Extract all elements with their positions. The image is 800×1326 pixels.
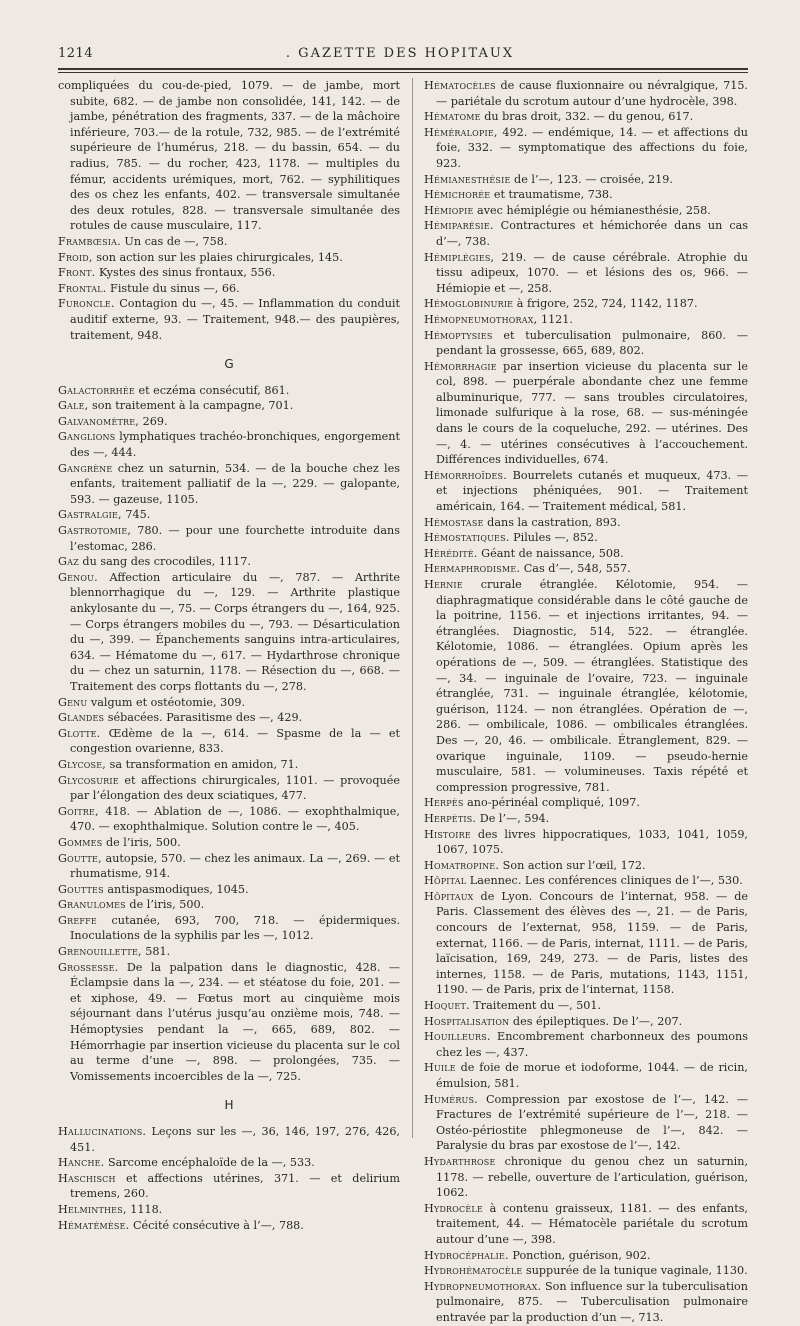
- entry-headword: Goitre,: [58, 804, 99, 818]
- entry-headword: Hydrocèle: [424, 1201, 483, 1215]
- index-entry-genu: [58, 695, 400, 711]
- entry-references: Compression par exostose de l’—, 142. — Fractures de l’extrémité supérieure de l’—, 218. — Ostéo-périostite phlegmoneuse de l’—, 842. — Paralysie du bras par exostose de l’—, 142.: [436, 1092, 748, 1153]
- entry-references: 269.: [139, 414, 168, 428]
- entry-references: Bourrelets cutanés et muqueux, 473. — et injections phéniquées, 901. — Traitement américain, 164. — Traitement médical, 581.: [436, 468, 748, 514]
- entry-headword: Houilleurs.: [424, 1030, 491, 1044]
- entry-references: Kystes des sinus frontaux, 556.: [95, 266, 276, 280]
- index-entry-hemostatiques: [424, 530, 748, 546]
- entry-references: Œdème de la —, 614. — Spasme de la — et congestion ovarienne, 833.: [70, 726, 400, 756]
- entry-headword: Hallucinations.: [58, 1125, 147, 1138]
- entry-headword: Gastralgie,: [58, 508, 122, 522]
- entry-headword: Hématome: [424, 110, 481, 124]
- entry-headword: Glycose,: [58, 757, 107, 771]
- entry-references: sébacées. Parasitisme des —, 429.: [104, 711, 303, 725]
- entry-headword: Hospitalisation: [424, 1014, 510, 1028]
- entry-headword: Hernie: [424, 578, 463, 591]
- entry-references: De la palpation dans le diagnostic, 428. — Éclampsie dans la —, 234. — et stéatose du foie, 201. — et xiphose, 49. — Fœtus mort au cinquième mois séjournant dans l’utérus jusqu’au onzième mois, 748. — Hémoptysies pendant la —, 665, 689, 802. — Hémorrhagie par insertion vicieuse du placenta sur le col au terme d’une —, 898. — prolongées, 735. — Vomissements incoercibles de la —, 725.: [70, 960, 400, 1083]
- right-column: [424, 78, 748, 1326]
- index-entry-furoncle: [58, 296, 400, 343]
- entry-headword: Hémianesthésie: [424, 172, 511, 186]
- index-entry-gouttes: [58, 882, 400, 898]
- header-rule-thin: [58, 72, 748, 73]
- entry-references: son action sur les plaies chirurgicales, 145.: [92, 250, 343, 264]
- index-entry-hemoptysies: [424, 328, 748, 359]
- index-entry-hematome: [424, 109, 748, 125]
- entry-headword: Hémostatiques.: [424, 531, 510, 545]
- entry-headword: Hémiopie: [424, 203, 474, 217]
- index-entry-hemianesthesie: [424, 172, 748, 188]
- entry-references: sa transformation en amidon, 71.: [106, 757, 299, 771]
- index-entry-humerus: [424, 1092, 748, 1154]
- index-entry-hemorrhagie: [424, 359, 748, 468]
- index-entry-hydrocephalie: [424, 1248, 748, 1264]
- entry-references: Contagion du —, 45. — Inflammation du conduit auditif externe, 93. — Traitement, 948.— des paupières, traitement, 948.: [70, 297, 400, 342]
- entry-headword: Galvanomètre,: [58, 414, 140, 428]
- entry-headword: Grossesse.: [58, 960, 119, 974]
- index-entry-hematemese: [58, 1218, 400, 1234]
- entry-headword: Gastrotomie,: [58, 524, 132, 538]
- entry-headword: Ganglions: [58, 430, 116, 444]
- index-entry-hemiparesie: [424, 218, 748, 249]
- index-entry-hemiplegies: [424, 250, 748, 297]
- index-entry-homatropine: [424, 858, 748, 874]
- entry-references: 1121.: [537, 312, 573, 326]
- index-entry-front: [58, 265, 400, 281]
- entry-references: De l’—, 594.: [476, 811, 550, 825]
- index-entry-hemiopie: [424, 203, 748, 219]
- entry-headword: Hémorrhoïdes.: [424, 468, 507, 482]
- entry-references: chez un saturnin, 534. — de la bouche chez les enfants, traitement palliatif de la —, 229. — galopante, 593. — gazeuse, 1105.: [70, 461, 400, 506]
- entry-headword: Gaz: [58, 555, 79, 569]
- index-entry-grenouillette: [58, 944, 400, 960]
- index-entry-goitre: [58, 804, 400, 835]
- index-entry-herpetis: [424, 811, 748, 827]
- entry-references: chronique du genou chez un saturnin, 1178. — rebelle, ouverture de l’articulation, guérison, 1062.: [436, 1154, 748, 1200]
- header-rule-thick: [58, 68, 748, 70]
- entry-references: des livres hippocratiques, 1033, 1041, 1059, 1067, 1075.: [436, 827, 748, 857]
- entry-references: ano-périnéal compliqué, 1097.: [463, 796, 640, 810]
- section-letter-h: H: [224, 1098, 234, 1113]
- entry-headword: Glandes: [58, 711, 105, 725]
- entry-headword: Granulomes: [58, 898, 126, 912]
- index-entry-hoquet: [424, 998, 748, 1014]
- entry-headword: Hémiplégies,: [424, 250, 495, 264]
- entry-headword: Hémichorée: [424, 188, 491, 202]
- entry-headword: Glycosurie: [58, 773, 119, 787]
- entry-headword: Hémoglobinurie: [424, 297, 514, 311]
- index-entry-hanche: [58, 1155, 400, 1171]
- index-entry-hemichoree: [424, 187, 748, 203]
- entry-headword: Hydrocéphalie.: [424, 1248, 509, 1262]
- index-entry-ganglions: [58, 429, 400, 460]
- entry-headword: Humérus.: [424, 1092, 478, 1106]
- entry-references: Cécité consécutive à l’—, 788.: [129, 1218, 304, 1232]
- entry-references: Son action sur l’œil, 172.: [499, 858, 646, 872]
- index-entry-hydropneumothorax: [424, 1279, 748, 1326]
- index-entry-goutte: [58, 851, 400, 882]
- entry-headword: Galactorrhée: [58, 383, 135, 397]
- entry-references: et eczéma consécutif, 861.: [134, 383, 290, 397]
- index-entry-continued: [58, 78, 400, 234]
- entry-references: de Lyon. Concours de l’internat, 958. — de Paris. Classement des élèves des —, 21. — de Paris, concours de l’externat, 958, 1159. — de Paris, externat, 1166. — de Paris, internat, 1111. — de Paris, laïcisation, 169, 249, 273. — de Paris, listes des internes, 1158. — de Paris, mutations, 1143, 1151, 1190. — de Paris, prix de l’internat, 1158.: [436, 889, 748, 997]
- index-entry-glycose: [58, 757, 400, 773]
- entry-references: des épileptiques. De l’—, 207.: [509, 1014, 683, 1028]
- index-entry-gale: [58, 398, 400, 414]
- entry-references: autopsie, 570. — chez les animaux. La —, 269. — et rhumatisme, 914.: [70, 851, 400, 881]
- entry-headword: Homatropine.: [424, 858, 500, 872]
- entry-references: suppurée de la tunique vaginale, 1130.: [522, 1264, 748, 1278]
- entry-headword: Hérédité.: [424, 546, 478, 560]
- index-entry-greffe: [58, 913, 400, 944]
- column-divider: [412, 78, 413, 1138]
- index-entry-helminthes: [58, 1202, 400, 1218]
- entry-references: de l’iris, 500.: [102, 835, 181, 849]
- entry-references: Sarcome encéphaloïde de la —, 533.: [104, 1156, 315, 1170]
- page-number: 1214: [58, 46, 94, 61]
- entry-headword: Hydarthrose: [424, 1154, 496, 1168]
- index-entry-hydrocele: [424, 1201, 748, 1248]
- index-entry-hydarthrose: [424, 1154, 748, 1201]
- entry-headword: Histoire: [424, 827, 471, 841]
- index-entry-hospitalisation: [424, 1014, 748, 1030]
- entry-references: Géant de naissance, 508.: [477, 546, 624, 560]
- entry-references: du sang des crocodiles, 1117.: [78, 555, 251, 569]
- entry-references: du bras droit, 332. — du genou, 617.: [480, 110, 694, 124]
- entry-references: valgum et ostéotomie, 309.: [87, 695, 246, 709]
- entry-headword: Genou.: [58, 570, 98, 584]
- entry-references: dans la castration, 893.: [483, 515, 621, 529]
- entry-references: 581.: [141, 945, 171, 959]
- entry-headword: Hôpitaux: [424, 889, 474, 903]
- entry-headword: Hématémèse.: [58, 1218, 130, 1232]
- index-entry-haschisch: [58, 1171, 400, 1202]
- index-entry-glotte: [58, 726, 400, 757]
- entry-headword: Helminthes,: [58, 1202, 127, 1216]
- entry-references: à contenu graisseux, 1181. — des enfants, traitement, 44. — Hématocèle pariétale du scrotum autour d’une —, 398.: [436, 1201, 748, 1246]
- entry-references: avec hémiplégie ou hémianesthésie, 258.: [473, 203, 711, 217]
- index-entry-hemoglobinurie: [424, 296, 748, 312]
- entry-headword: Hanche.: [58, 1156, 105, 1170]
- index-entry-genou: [58, 570, 400, 695]
- entry-references: de foie de morue et iodoforme, 1044. — de ricin, émulsion, 581.: [436, 1061, 748, 1090]
- entry-headword: Gangrène: [58, 461, 113, 475]
- entry-references: de cause fluxionnaire ou névralgique, 715. — pariétale du scrotum autour d’une hydrocèle, 398.: [436, 79, 748, 108]
- index-entry-gaz: [58, 554, 400, 570]
- index-entry-herpes: [424, 795, 748, 811]
- entry-references: Contractures et hémichorée dans un cas d’—, 738.: [436, 219, 748, 248]
- index-entry-gangrene: [58, 461, 400, 508]
- entry-references: Leçons sur les —, 36, 146, 197, 276, 426, 451.: [70, 1125, 400, 1154]
- page-header: [0, 46, 800, 64]
- entry-references: Ponction, guérison, 902.: [508, 1248, 651, 1262]
- index-entry-hematoceles: [424, 78, 748, 109]
- entry-headword: Hermaphrodisme.: [424, 562, 521, 576]
- entry-references: et tuberculisation pulmonaire, 860. — pendant la grossesse, 665, 689, 802.: [436, 328, 748, 358]
- entry-headword: Hémostase: [424, 515, 484, 529]
- entry-references: Laennec. Les conférences cliniques de l’—, 530.: [466, 874, 743, 888]
- index-entry-hemopneumothorax: [424, 312, 748, 328]
- entry-headword: Froid,: [58, 250, 93, 264]
- entry-headword: Haschisch: [58, 1171, 116, 1185]
- entry-references: compliquées du cou-de-pied, 1079. — de jambe, mort subite, 682. — de jambe non consolidée, 141, 142. — de jambe, pénétration des fragments, 337. — de la mâchoire inférieure, 703.— de la rotule, 732, 985. — de l’extrémité supérieure de l’humérus, 218. — du bassin, 654. — du radius, 785. — du rocher, 423, 1178. — multiples du fémur, accidents urémiques, mort, 762. — syphilitiques des os chez les enfants, 402. — transversale simultanée des deux rotules, 828. — transversale simultanée des rotules de cause musculaire, 117.: [58, 79, 400, 233]
- entry-references: 780. — pour une fourchette introduite dans l’estomac, 286.: [70, 524, 400, 553]
- index-entry-frontal: [58, 281, 400, 297]
- entry-references: antispasmodiques, 1045.: [103, 882, 249, 896]
- index-entry-glycosurie: [58, 773, 400, 804]
- entry-references: Traitement du —, 501.: [469, 999, 602, 1013]
- entry-references: Pilules —, 852.: [509, 531, 598, 545]
- entry-headword: Grenouillette,: [58, 945, 142, 959]
- entry-headword: Hémoptysies: [424, 328, 493, 342]
- entry-headword: Hoquet.: [424, 999, 470, 1013]
- entry-headword: Glotte.: [58, 726, 101, 740]
- entry-headword: Hémiparésie.: [424, 219, 494, 233]
- index-entry-glandes: [58, 710, 400, 726]
- index-entry-hermaphrodisme: [424, 561, 748, 577]
- entry-headword: Hématocèles: [424, 79, 496, 92]
- entry-references: et affections utérines, 371. — et delirium tremens, 260.: [70, 1171, 400, 1201]
- entry-headword: Furoncle.: [58, 297, 115, 311]
- index-entry-hernie: [424, 577, 748, 795]
- entry-headword: Herpès: [424, 796, 464, 810]
- entry-references: de l’—, 123. — croisée, 219.: [510, 172, 673, 186]
- index-entry-galvanometre: [58, 414, 400, 430]
- entry-headword: Greffe: [58, 913, 97, 927]
- entry-references: et traumatisme, 738.: [490, 188, 613, 202]
- entry-references: de l’iris, 500.: [125, 898, 205, 912]
- entry-headword: Gommes: [58, 835, 103, 849]
- index-entry-gommes: [58, 835, 400, 851]
- entry-headword: Gouttes: [58, 882, 104, 896]
- entry-references: 745.: [121, 508, 151, 522]
- entry-headword: Héméralopie,: [424, 125, 498, 139]
- index-entry-gastralgie: [58, 507, 400, 523]
- index-entry-framb-sia: [58, 234, 400, 250]
- entry-headword: Huile: [424, 1061, 456, 1075]
- entry-headword: Herpétis.: [424, 811, 477, 825]
- entry-references: Affection articulaire du —, 787. — Arthrite blennorrhagique du —, 129. — Arthrite plastique ankylosante du —, 75. — Corps étrangers du —, 164, 925. — Corps étrangers mobiles du —, 793. — Désarticulation du —, 399. — Épanchements sanguins intra-articulaires, 634. — Hématome du —, 617. — Hydarthrose chronique du — chez un saturnin, 1178. — Résection du —, 668. — Traitement des corps flottants du —, 278.: [70, 570, 400, 693]
- index-entry-hemostase: [424, 515, 748, 531]
- index-entry-froid: [58, 250, 400, 266]
- entry-references: Fistule du sinus —, 66.: [106, 281, 240, 295]
- index-entry-granulomes: [58, 897, 400, 913]
- entry-headword: Genu: [58, 695, 88, 709]
- entry-references: crurale étranglée. Kélotomie, 954. — diaphragmatique considérable dans le côté gauche de la poitrine, 1156. — et injections irritantes, 94. — étranglées. Diagnostic, 514, 522. — étranglée. Kélotomie, 1086. — étranglées. Opium après les opérations de —, 509. — étranglées. Statistique des —, 34. — inguinale de l’ovaire, 723. — inguinale étranglée, 731. — inguinale étranglée, kélotomie, guérison, 1124. — non étranglées. Opération de —, 286. — ombilicale, 1086. — ombilicales étranglées. Des —, 20, 46. — ombilicale. Étranglement, 829. — ovarique inguinale, 1109. — pseudo-hernie musculaire, 581. — volumineuses. Taxis répété et compression progressive, 781.: [436, 578, 748, 794]
- index-entry-hopital: [424, 873, 748, 889]
- running-title: . GAZETTE DES HOPITAUX: [285, 46, 515, 61]
- index-entry-heredite: [424, 546, 748, 562]
- entry-references: Un cas de —, 758.: [120, 234, 228, 248]
- entry-headword: Frontal.: [58, 281, 107, 295]
- index-entry-hallucinations: [58, 1124, 400, 1155]
- entry-references: Encombrement charbonneux des poumons chez les —, 437.: [436, 1030, 748, 1059]
- index-entry-grossesse: [58, 960, 400, 1085]
- entry-headword: Goutte,: [58, 851, 102, 865]
- left-column: [58, 78, 400, 1233]
- entry-references: 492. — endémique, 14. — et affections du foie, 332. — symptomatique des affections du foie, 923.: [436, 125, 748, 170]
- index-entry-hemorrhoides: [424, 468, 748, 515]
- index-entry-hydrohematocele: [424, 1263, 748, 1279]
- index-entry-hemeralopie: [424, 125, 748, 172]
- index-entry-houilleurs: [424, 1029, 748, 1060]
- entry-references: à frigore, 252, 724, 1142, 1187.: [513, 297, 698, 311]
- entry-headword: Hydrohématocèle: [424, 1264, 523, 1278]
- entry-headword: Hydropneumothorax.: [424, 1279, 542, 1293]
- entry-references: 219. — de cause cérébrale. Atrophie du tissu adipeux, 1070. — et lésions des os, 966. — Hémiopie et —, 258.: [436, 250, 748, 295]
- index-entry-histoire: [424, 827, 748, 858]
- index-entry-gastrotomie: [58, 523, 400, 554]
- entry-references: Son influence sur la tuberculisation pulmonaire, 875. — Tuberculisation pulmonaire entravée par la production d’un —, 713.: [436, 1279, 748, 1324]
- entry-references: lymphatiques trachéo-bronchiques, engorgement des —, 444.: [70, 430, 400, 460]
- index-entry-huile: [424, 1060, 748, 1091]
- entry-headword: Gale,: [58, 399, 89, 413]
- entry-headword: Frambœsia.: [58, 234, 121, 248]
- section-letter-g: G: [224, 357, 234, 372]
- entry-headword: Front.: [58, 266, 96, 280]
- index-entry-hopitaux: [424, 889, 748, 998]
- entry-references: par insertion vicieuse du placenta sur le col, 898. — puerpérale abondante chez une femme albuminurique, 777. — sans troubles circulatoires, limonade sulfurique à la rose, 68. — sus-méningée dans le cours de la coqueluche, 292. — utérines. Des —, 4. — utérines consécutives à l’accouchement. Différences individuelles, 674.: [436, 359, 748, 467]
- entry-references: et affections chirurgicales, 1101. — provoquée par l’élongation des deux sciatiques, 477.: [70, 773, 400, 803]
- entry-references: son traitement à la campagne, 701.: [88, 399, 294, 413]
- entry-references: cutanée, 693, 700, 718. — épidermiques. Inoculations de la syphilis par les —, 1012.: [70, 913, 400, 943]
- index-entry-galactorrhee: [58, 383, 400, 399]
- entry-references: Cas d’—, 548, 557.: [520, 562, 631, 576]
- entry-headword: Hémopneumothorax,: [424, 312, 538, 326]
- entry-headword: Hémorrhagie: [424, 359, 497, 373]
- entry-references: 1118.: [126, 1202, 163, 1216]
- entry-references: 418. — Ablation de —, 1086. — exophthalmique, 470. — exophthalmique. Solution contre le —, 405.: [70, 804, 400, 834]
- entry-headword: Hôpital: [424, 874, 467, 888]
